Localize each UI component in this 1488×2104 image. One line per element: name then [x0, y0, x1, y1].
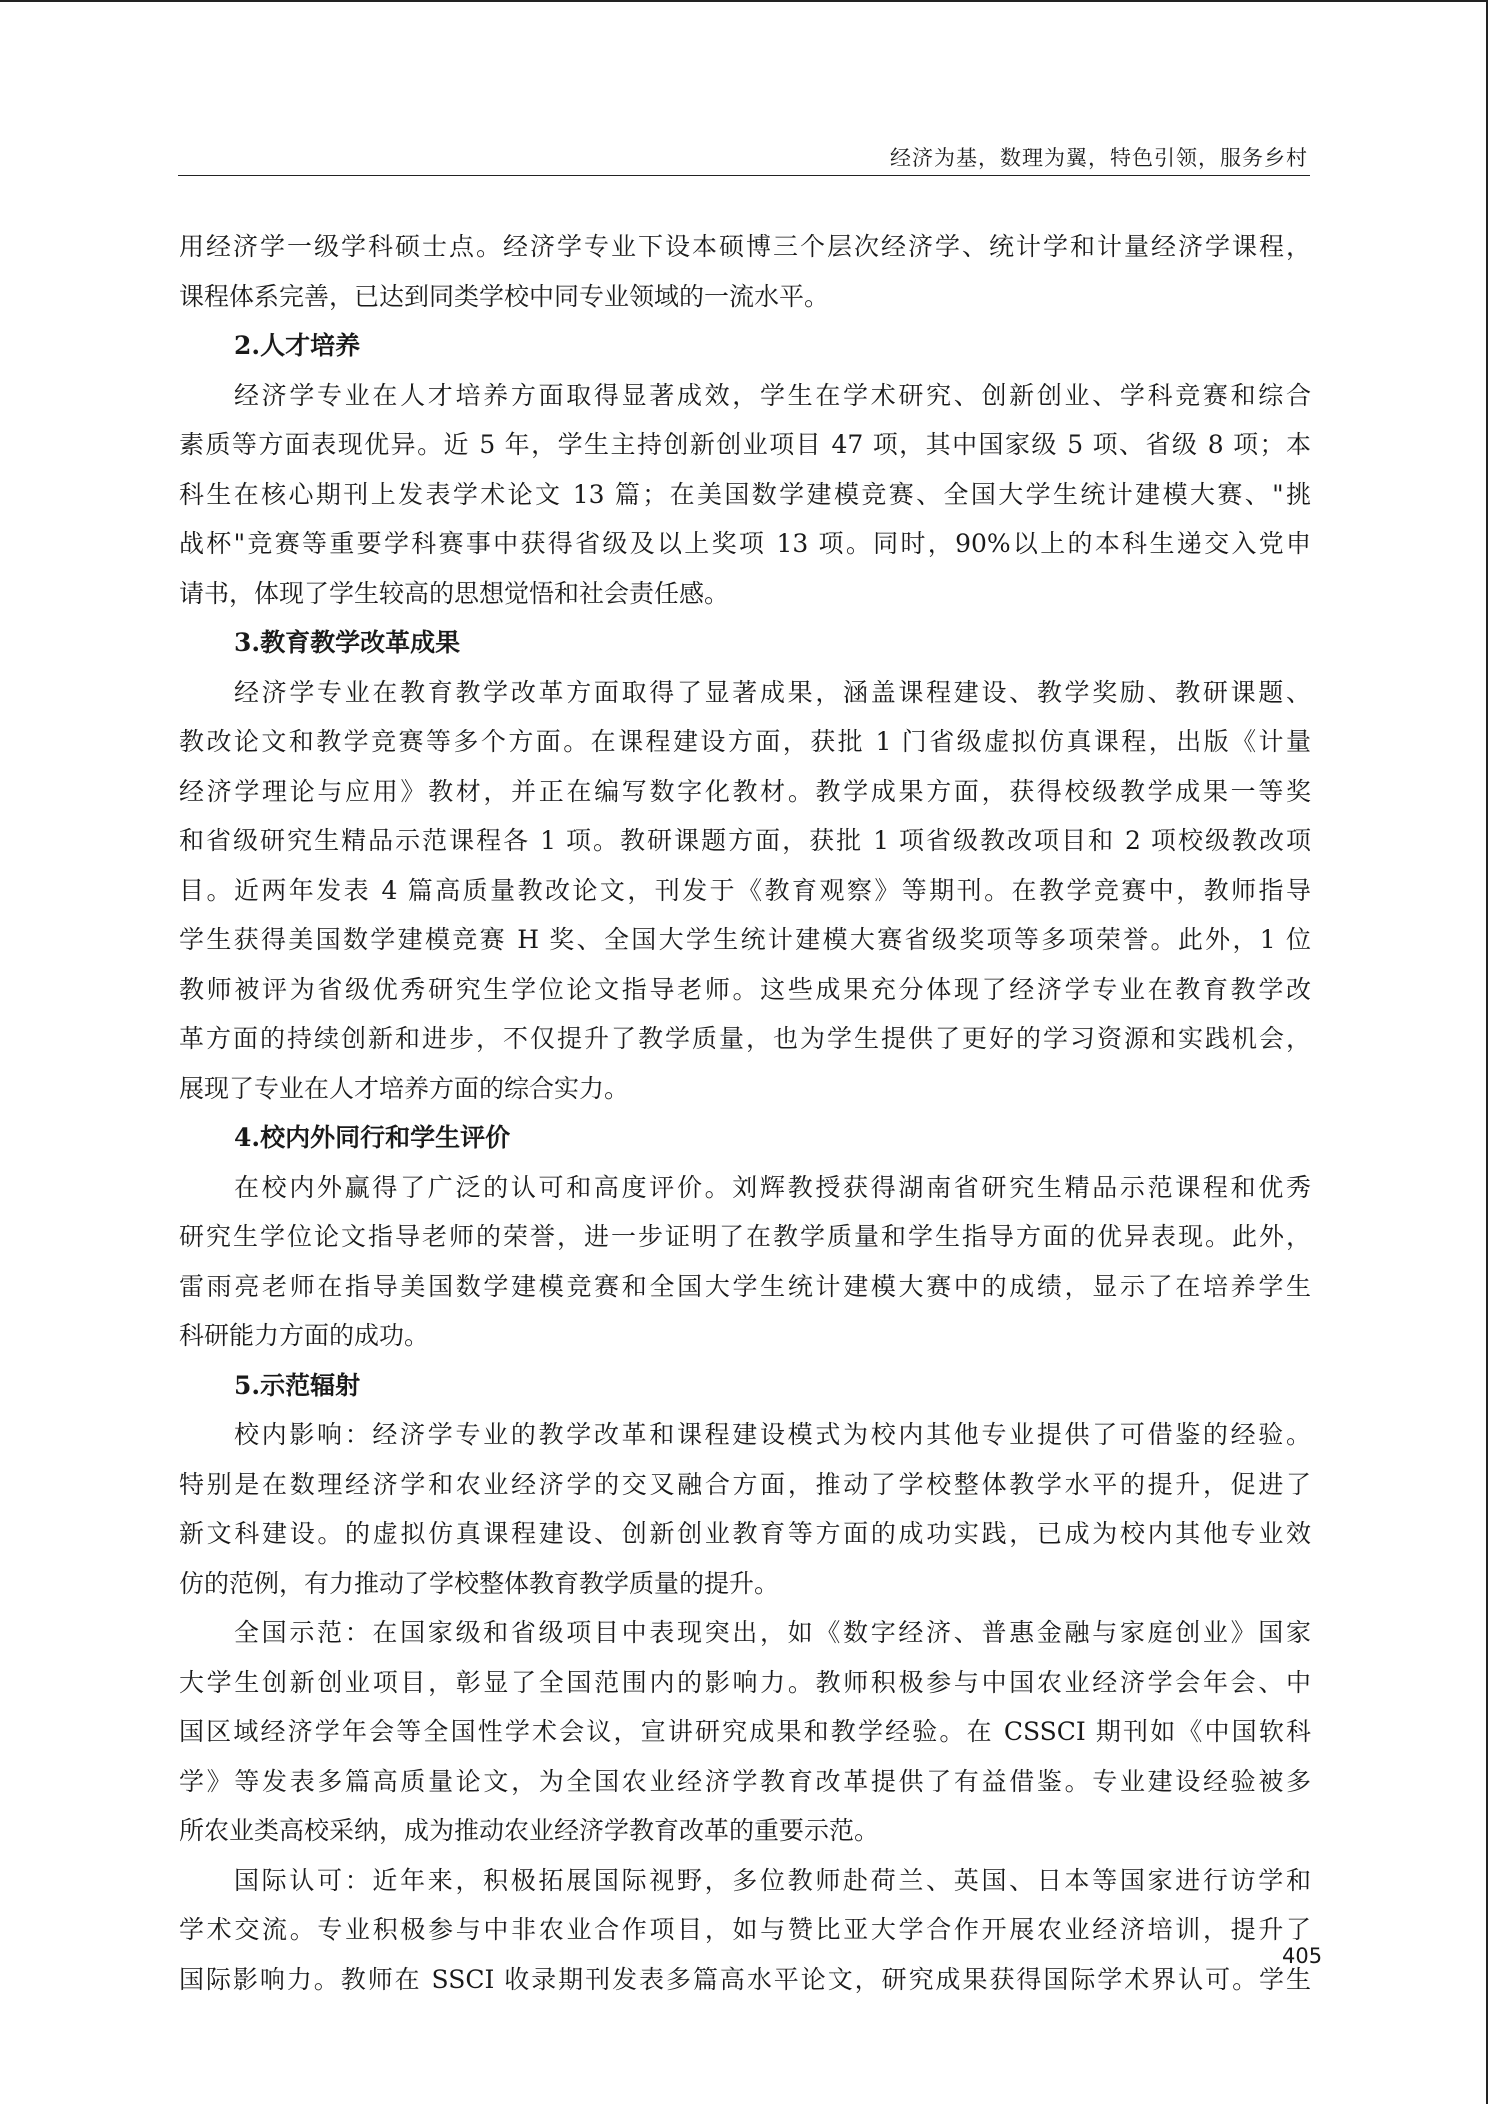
- paragraph: [179, 1163, 1311, 1361]
- text-line: 学》等发表多篇高质量论文，为全国农业经济学教育改革提供了有益借鉴。专业建设经验被多: [179, 1766, 1311, 1796]
- text-line: 请书，体现了学生较高的思想觉悟和社会责任感。: [179, 578, 730, 608]
- text-line: 科生在核心期刊上发表学术论文 13 篇；在美国数学建模竞赛、全国大学生统计建模大赛、"挑: [179, 479, 1311, 509]
- paragraph: [179, 222, 1311, 321]
- text-line: 国际认可：近年来，积极拓展国际视野，多位教师赴荷兰、英国、日本等国家进行访学和: [234, 1865, 1311, 1895]
- text-line: 战杯"竞赛等重要学科赛事中获得省级及以上奖项 13 项。同时，90%以上的本科生递交入党申: [179, 529, 1311, 558]
- text-line: 在校内外赢得了广泛的认可和高度评价。刘辉教授获得湖南省研究生精品示范课程和优秀: [234, 1172, 1311, 1202]
- text-line: 国际影响力。教师在 SSCI 收录期刊发表多篇高水平论文，研究成果获得国际学术界认可。学生: [179, 1964, 1311, 1994]
- text-line: 学术交流。专业积极参与中非农业合作项目，如与赞比亚大学合作开展农业经济培训，提升了: [179, 1915, 1311, 1944]
- section-heading: 2.人才培养: [234, 331, 361, 360]
- paragraph: [179, 1410, 1311, 1608]
- text-line: 国区域经济学年会等全国性学术会议，宣讲研究成果和教学经验。在 CSSCI 期刊如《中国软科: [179, 1717, 1311, 1746]
- text-line: 展现了专业在人才培养方面的综合实力。: [179, 1073, 630, 1103]
- text-line: 用经济学一级学科硕士点。经济学专业下设本硕博三个层次经济学、统计学和计量经济学课程，: [179, 232, 1311, 261]
- text-line: 经济学专业在教育教学改革方面取得了显著成果，涵盖课程建设、教学奖励、教研课题、: [234, 677, 1311, 707]
- page-number: 405: [1282, 1944, 1323, 1968]
- text-line: 所农业类高校采纳，成为推动农业经济学教育改革的重要示范。: [179, 1816, 880, 1845]
- text-line: 革方面的持续创新和进步，不仅提升了教学质量，也为学生提供了更好的学习资源和实践机会，: [179, 1024, 1311, 1053]
- section-heading: 5.示范辐射: [234, 1370, 361, 1400]
- body-text: [179, 222, 1311, 2004]
- text-line: 大学生创新创业项目，彰显了全国范围内的影响力。教师积极参与中国农业经济学会年会、中: [179, 1667, 1311, 1697]
- paragraph: [179, 668, 1311, 1114]
- text-line: 教改论文和教学竞赛等多个方面。在课程建设方面，获批 1 门省级虚拟仿真课程，出版《计量: [179, 727, 1311, 756]
- section-heading: 3.教育教学改革成果: [234, 628, 461, 657]
- text-line: 目。近两年发表 4 篇高质量教改论文，刊发于《教育观察》等期刊。在教学竞赛中，教师指导: [179, 875, 1311, 905]
- text-line: 经济学专业在人才培养方面取得显著成效，学生在学术研究、创新创业、学科竞赛和综合: [234, 380, 1311, 410]
- text-line: 学生获得美国数学建模竞赛 H 奖、全国大学生统计建模大赛省级奖项等多项荣誉。此外，1 位: [179, 925, 1311, 954]
- text-line: 全国示范：在国家级和省级项目中表现突出，如《数字经济、普惠金融与家庭创业》国家: [234, 1618, 1311, 1647]
- paragraph: [179, 371, 1311, 619]
- text-line: 新文科建设。的虚拟仿真课程建设、创新创业教育等方面的成功实践，已成为校内其他专业效: [179, 1519, 1311, 1548]
- text-line: 特别是在数理经济学和农业经济学的交叉融合方面，推动了学校整体教学水平的提升，促进了: [179, 1469, 1311, 1499]
- text-line: 研究生学位论文指导老师的荣誉，进一步证明了在教学质量和学生指导方面的优异表现。此外，: [179, 1222, 1311, 1251]
- paragraph: [179, 1608, 1311, 1856]
- text-line: 素质等方面表现优异。近 5 年，学生主持创新创业项目 47 项，其中国家级 5 项、省级 8 项；本: [179, 430, 1311, 459]
- paragraph: [179, 1856, 1311, 2005]
- text-line: 课程体系完善，已达到同类学校中同专业领域的一流水平。: [179, 281, 830, 311]
- header-rule: [178, 175, 1310, 176]
- text-line: 校内影响：经济学专业的教学改革和课程建设模式为校内其他专业提供了可借鉴的经验。: [234, 1420, 1311, 1449]
- text-line: 雷雨亮老师在指导美国数学建模竞赛和全国大学生统计建模大赛中的成绩，显示了在培养学生: [179, 1271, 1311, 1301]
- text-line: 教师被评为省级优秀研究生学位论文指导老师。这些成果充分体现了经济学专业在教育教学改: [179, 974, 1311, 1004]
- text-line: 经济学理论与应用》教材，并正在编写数字化教材。教学成果方面，获得校级教学成果一等奖: [179, 776, 1311, 806]
- running-header: 经济为基，数理为翼，特色引领，服务乡村: [890, 146, 1308, 170]
- text-line: 科研能力方面的成功。: [179, 1321, 430, 1350]
- text-line: 和省级研究生精品示范课程各 1 项。教研课题方面，获批 1 项省级教改项目和 2 项校级教改项: [179, 826, 1311, 855]
- text-line: 仿的范例，有力推动了学校整体教育教学质量的提升。: [179, 1568, 780, 1598]
- section-heading: 4.校内外同行和学生评价: [234, 1123, 511, 1152]
